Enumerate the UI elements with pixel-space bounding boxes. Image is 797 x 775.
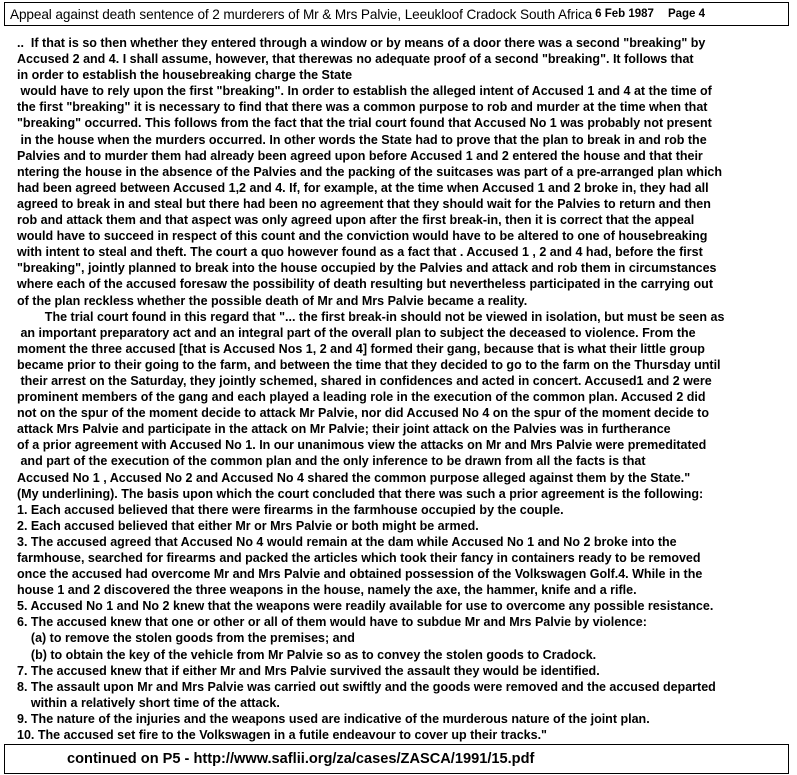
document-date: 6 Feb 1987 <box>595 8 654 20</box>
page-number: Page 4 <box>667 8 706 20</box>
page-footer <box>4 744 789 774</box>
body-line: 9. The nature of the injuries and the weapons used are indicative of the murderous nature of the joint plan. <box>17 711 650 726</box>
body-line: of a prior agreement with Accused No 1. In our unanimous view the attacks on Mr and Mrs Palvie were premeditated <box>17 438 707 453</box>
body-line: moment the three accused [that is Accused Nos 1, 2 and 4] formed their gang, because that is what their little group <box>17 341 705 356</box>
body-line: of the plan reckless whether the possible death of Mr and Mrs Palvie became a reality. <box>17 293 528 308</box>
body-line: an important preparatory act and an integral part of the overall plan to subject the deceased to violence. From the <box>17 325 696 340</box>
body-line: .. If that is so then whether they entered through a window or by means of a door there was a second "breaking" by <box>17 36 706 50</box>
body-line: within a relatively short time of the attack. <box>17 695 280 710</box>
body-line: (My underlining). The basis upon which the court concluded that there was such a prior agreement is the following: <box>17 486 704 501</box>
body-line: their arrest on the Saturday, they jointly schemed, shared in confidences and acted in concert. Accused1 and 2 were <box>17 373 712 388</box>
body-line: in the house when the murders occurred. In other words the State had to prove that the plan to break in and rob the <box>17 132 707 147</box>
body-line: in order to establish the housebreaking charge the State <box>17 68 353 83</box>
body-line: 2. Each accused believed that either Mr or Mrs Palvie or both might be armed. <box>17 518 479 533</box>
body-line: The trial court found in this regard that "... the first break-in should not be viewed in isolation, but must be seen as <box>17 309 725 324</box>
body-line: 7. The accused knew that if either Mr and Mrs Palvie survived the assault they would be identified. <box>17 663 600 678</box>
body-line: (a) to remove the stolen goods from the premises; and <box>17 631 355 646</box>
body-line: farmhouse, searched for firearms and packed the articles which took their fancy in containers ready to be removed <box>17 551 701 565</box>
body-line: ntering the house in the absence of the Palvies and the packing of the suitcases was part of a pre-arranged plan which <box>17 164 723 179</box>
body-line: would have to rely upon the first "breaking". In order to establish the alleged intent of Accused 1 and 4 at the time of <box>17 84 712 99</box>
body-line: had been agreed between Accused 1,2 and 4. If, for example, at the time when Accused 1 and 2 broke in, they had all <box>17 180 709 195</box>
body-line: 6. The accused knew that one or other or all of them would have to subdue Mr and Mrs Palvie by violence: <box>17 615 647 630</box>
body-line: 3. The accused agreed that Accused No 4 would remain at the dam while Accused No 1 and No 2 broke into the <box>17 534 677 549</box>
body-line: once the accused had overcome Mr and Mrs Palvie and obtained possession of the Volkswagen Golf.4. While in the <box>17 567 703 582</box>
body-line: "breaking", jointly planned to break into the house occupied by the Palvies and attack and rob them in circumstances <box>17 261 717 276</box>
page-header <box>4 2 789 26</box>
continuation-note: continued on P5 - http://www.saflii.org/za/cases/ZASCA/1991/15.pdf <box>67 751 535 767</box>
body-line: became prior to their going to the farm, and between the time that they decided to go to the farm on the Thursday until <box>17 357 721 372</box>
body-line: and part of the execution of the common plan and the only inference to be drawn from all the facts is that <box>17 454 646 469</box>
body-line: attack Mrs Palvie and participate in the attack on Mr Palvie; their joint attack on the Palvies was in furtherance <box>17 422 671 437</box>
body-line: 5. Accused No 1 and No 2 knew that the weapons were readily available for use to overcome any possible resistance. <box>17 599 714 614</box>
body-line: prominent members of the gang and each played a leading role in the execution of the common plan. Accused 2 did <box>17 390 706 405</box>
body-line: house 1 and 2 discovered the three weapons in the house, namely the axe, the hammer, knife and a rifle. <box>17 583 637 598</box>
body-line: Palvies and to murder them had already been agreed upon before Accused 1 and 2 entered the house and that their <box>17 148 703 163</box>
body-line: Accused No 1 , Accused No 2 and Accused No 4 shared the common purpose alleged against them by the State." <box>17 470 691 485</box>
body-line: rob and attack them and that aspect was only agreed upon after the first break-in, then it is correct that the appeal <box>17 213 695 228</box>
body-line: where each of the accused foresaw the possibility of death resulting but nevertheless participated in the carrying out <box>17 277 713 292</box>
body-line: 10. The accused set fire to the Volkswagen in a futile endeavour to cover up their tracks." <box>17 728 547 743</box>
body-line: "breaking" occurred. This follows from the fact that the trial court found that Accused No 1 was probably not present <box>17 116 712 131</box>
body-line: 8. The assault upon Mr and Mrs Palvie was carried out swiftly and the goods were removed and the accused departed <box>17 679 716 694</box>
body-line: the first "breaking" it is necessary to find that there was a common purpose to rob and murder at the time when that <box>17 100 708 115</box>
body-line: (b) to obtain the key of the vehicle from Mr Palvie so as to convey the stolen goods to Cradock. <box>17 647 597 662</box>
body-line: not on the spur of the moment decide to attack Mr Palvie, nor did Accused No 4 on the spur of the moment decide to <box>17 406 709 421</box>
body-line: Accused 2 and 4. I shall assume, however, that therewas no adequate proof of a second "breaking". It follows that <box>17 52 694 67</box>
body-line: would have to succeed in respect of this count and the conviction would have to be altered to one of housebreaking <box>17 229 708 244</box>
body-line: 1. Each accused believed that there were firearms in the farmhouse occupied by the couple. <box>17 502 564 517</box>
document-title: Appeal against death sentence of 2 murderers of Mr & Mrs Palvie, Leeukloof Cradock South Africa <box>10 6 593 22</box>
body-line: agreed to break in and steal but there had been no agreement that they should wait for the Palvies to return and then <box>17 196 711 211</box>
document-body <box>17 35 792 743</box>
body-line: with intent to steal and theft. The court a quo however found as a fact that . Accused 1 , 2 and 4 had, before the first <box>17 245 703 260</box>
